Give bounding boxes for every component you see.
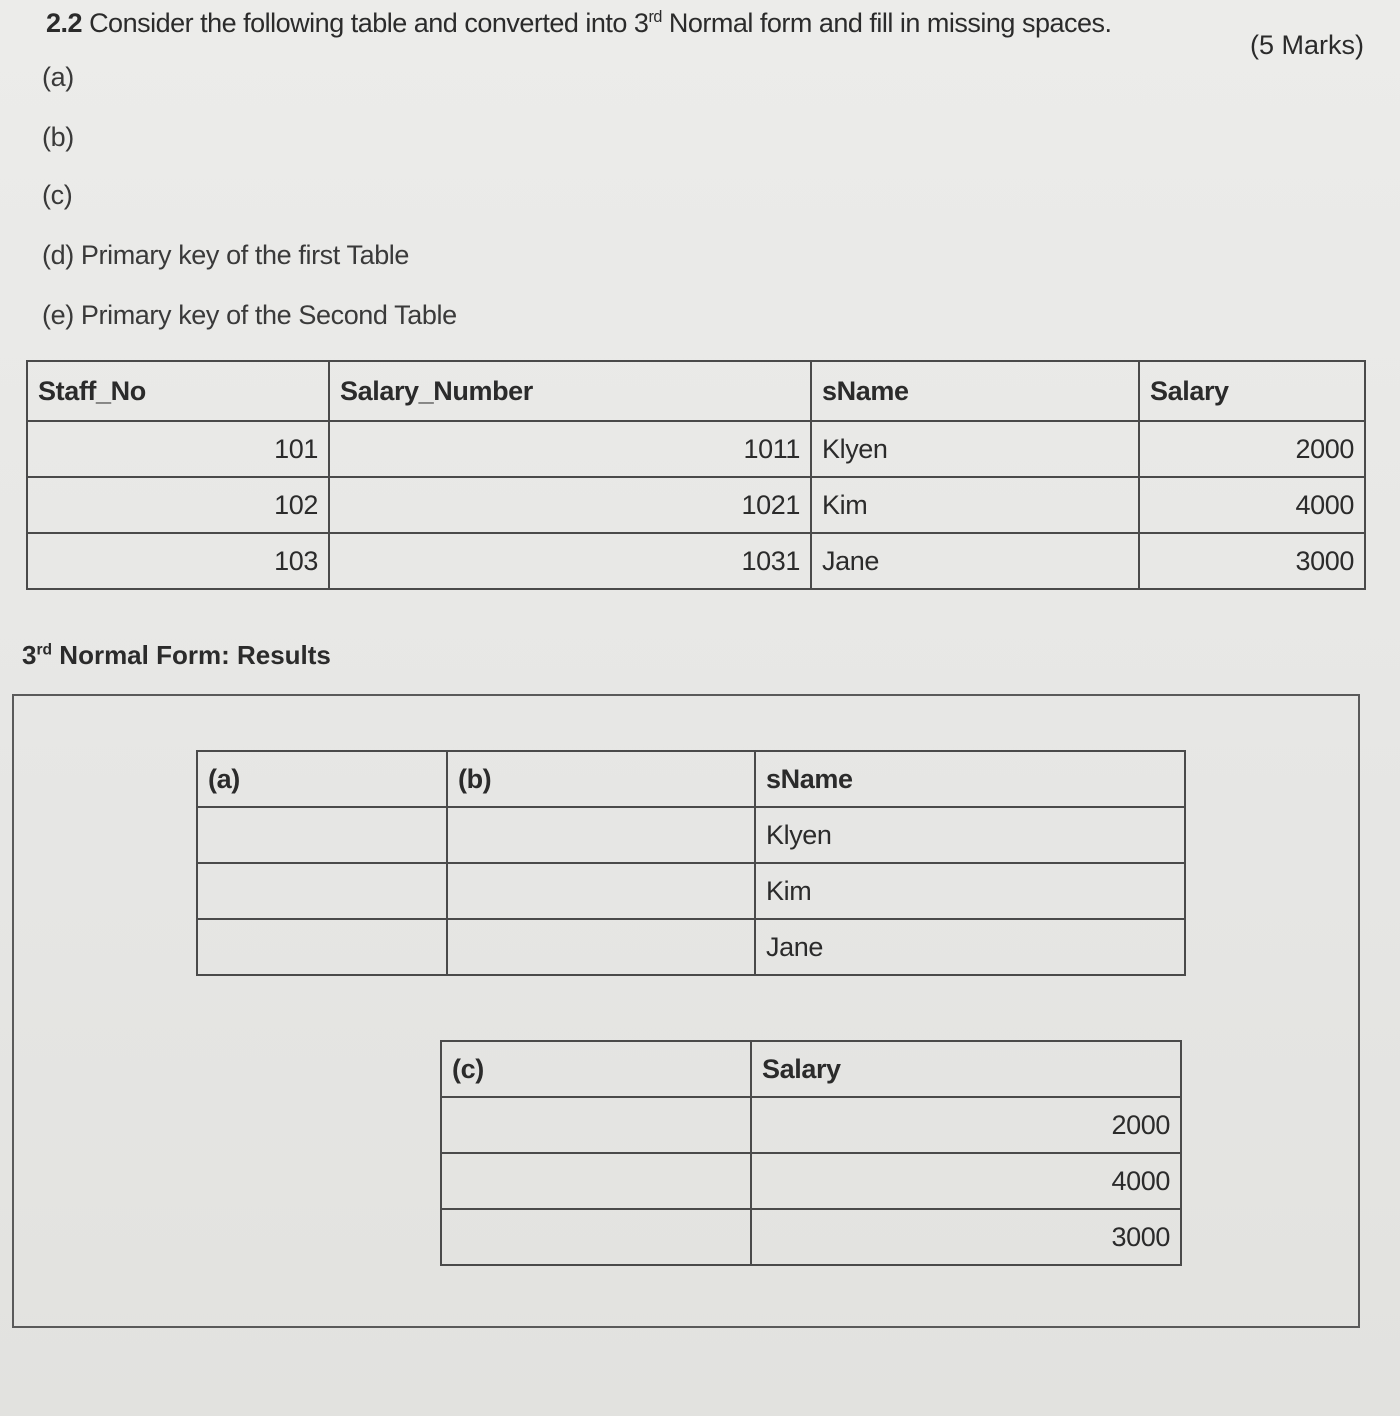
blank-cell[interactable]: [447, 807, 755, 863]
table-row: [27, 421, 1365, 477]
blank-cell[interactable]: [447, 863, 755, 919]
header-sname: sName: [811, 361, 1139, 421]
item-e: (e) Primary key of the Second Table: [42, 300, 457, 330]
header-salary-number: Salary_Number: [329, 361, 811, 421]
table-header-row: [197, 751, 1185, 807]
header-c: (c): [441, 1041, 751, 1097]
item-a: (a): [42, 62, 74, 92]
table-row: [197, 863, 1185, 919]
question-sup: rd: [648, 8, 662, 26]
blank-cell[interactable]: [441, 1097, 751, 1153]
item-c: (c): [42, 180, 73, 210]
question-header: [46, 8, 1366, 39]
blank-cell[interactable]: [197, 863, 447, 919]
result-table-2: [440, 1040, 1182, 1266]
cell: 2000: [751, 1097, 1181, 1153]
question-number: 2.2: [46, 8, 83, 38]
cell: 101: [27, 421, 329, 477]
staff-table: [26, 360, 1366, 590]
header-staff-no: Staff_No: [27, 361, 329, 421]
cell: 102: [27, 477, 329, 533]
question-text: Consider the following table and converted into 3: [89, 8, 649, 38]
table-row: [441, 1097, 1181, 1153]
cell: 4000: [751, 1153, 1181, 1209]
cell: Kim: [755, 863, 1185, 919]
question-marks: (5 Marks): [1250, 30, 1364, 60]
cell: 1011: [329, 421, 811, 477]
cell: Jane: [755, 919, 1185, 975]
blank-cell[interactable]: [441, 1209, 751, 1265]
cell: 4000: [1139, 477, 1365, 533]
header-salary: Salary: [751, 1041, 1181, 1097]
blank-cell[interactable]: [197, 807, 447, 863]
table-row: [441, 1153, 1181, 1209]
table-header-row: [441, 1041, 1181, 1097]
results-title-suffix: Normal Form: Results: [52, 640, 331, 670]
cell: 3000: [1139, 533, 1365, 589]
question-text-after: Normal form and fill in missing spaces.: [661, 8, 1112, 38]
header-salary: Salary: [1139, 361, 1365, 421]
cell: 1031: [329, 533, 811, 589]
cell: 103: [27, 533, 329, 589]
blank-cell[interactable]: [441, 1153, 751, 1209]
result-table-1: [196, 750, 1186, 976]
results-title-prefix: 3: [22, 640, 37, 670]
table-row: [197, 919, 1185, 975]
table-header-row: [27, 361, 1365, 421]
table-row: [27, 533, 1365, 589]
item-b: (b): [42, 122, 74, 152]
cell: 2000: [1139, 421, 1365, 477]
table-row: [27, 477, 1365, 533]
header-b: (b): [447, 751, 755, 807]
cell: Klyen: [755, 807, 1185, 863]
cell: 3000: [751, 1209, 1181, 1265]
cell: Klyen: [811, 421, 1139, 477]
table-row: [197, 807, 1185, 863]
header-sname: sName: [755, 751, 1185, 807]
cell: Jane: [811, 533, 1139, 589]
blank-cell[interactable]: [197, 919, 447, 975]
header-a: (a): [197, 751, 447, 807]
results-title-sup: rd: [36, 641, 53, 659]
blank-cell[interactable]: [447, 919, 755, 975]
cell: 1021: [329, 477, 811, 533]
table-row: [441, 1209, 1181, 1265]
item-d: (d) Primary key of the first Table: [42, 240, 410, 270]
results-title: [22, 640, 331, 671]
cell: Kim: [811, 477, 1139, 533]
